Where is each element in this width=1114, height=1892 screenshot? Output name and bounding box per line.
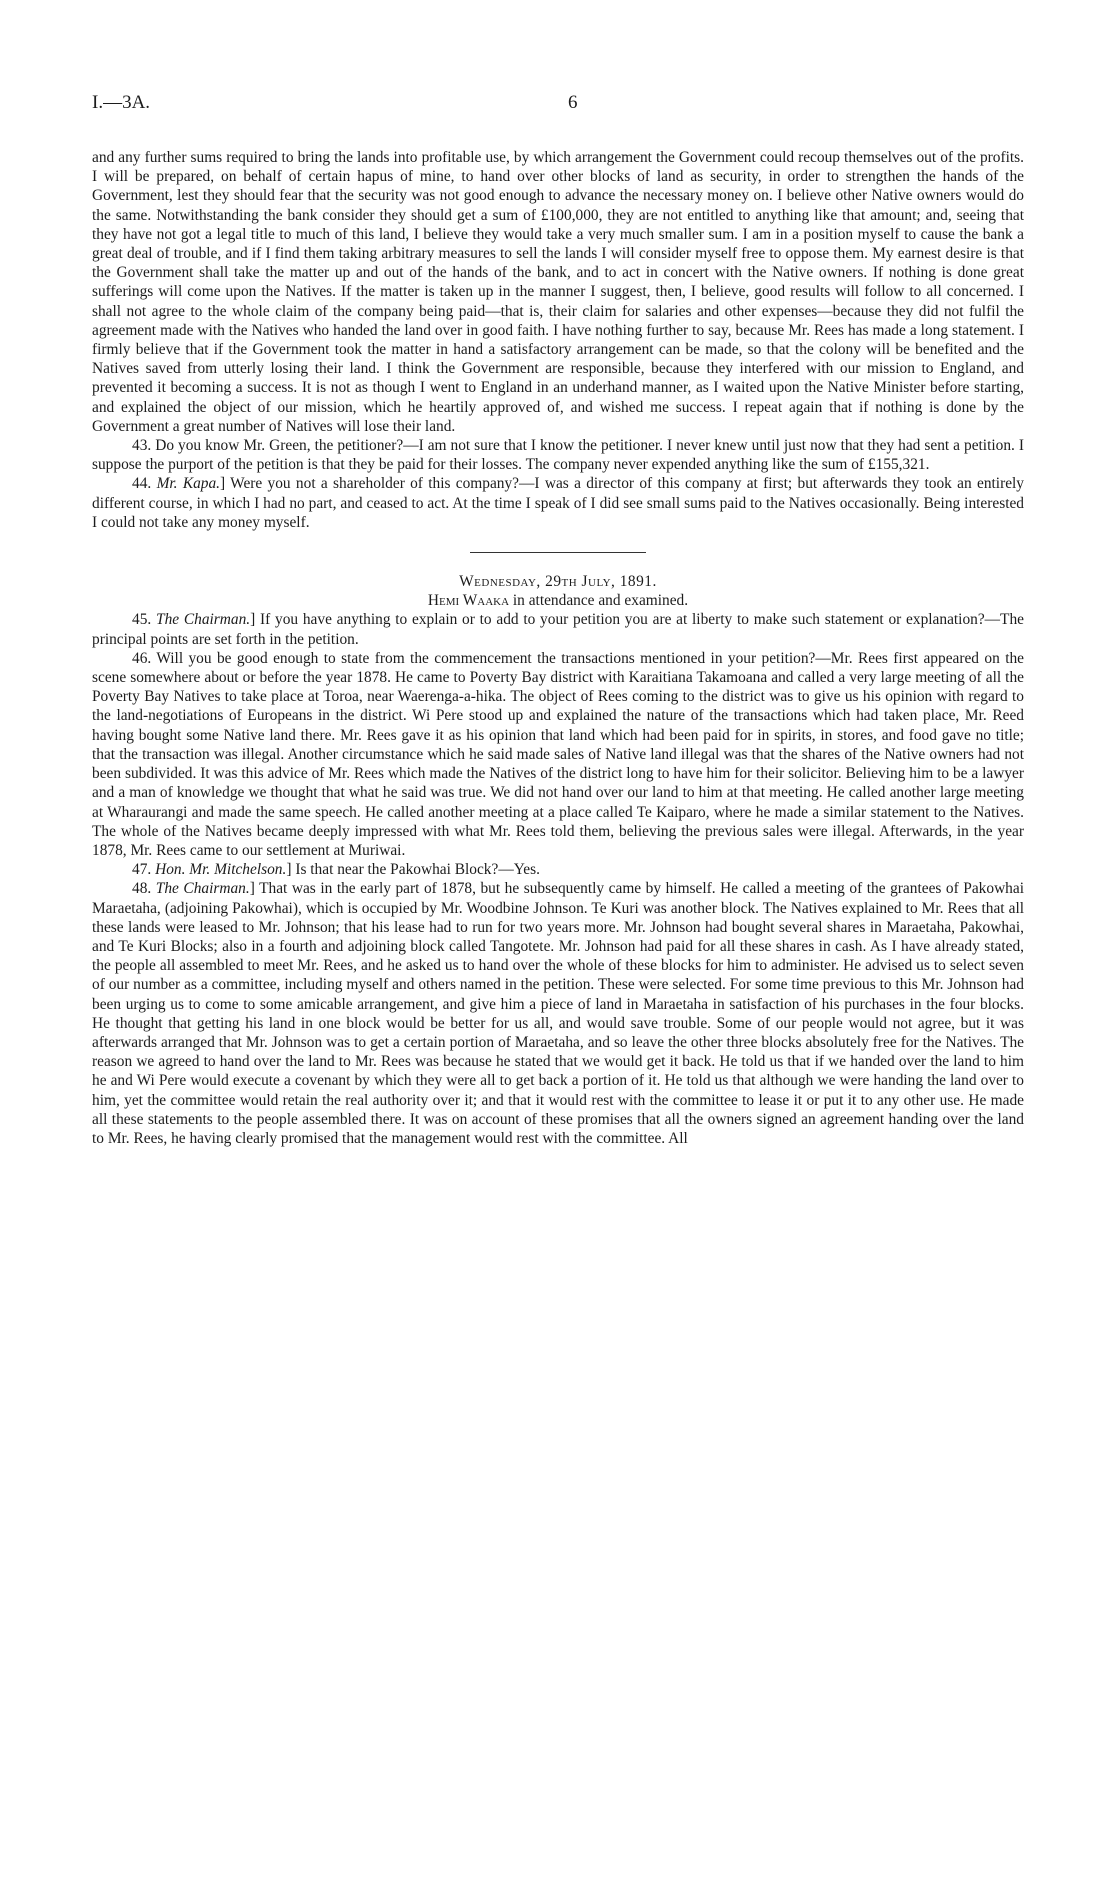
paragraph-44 — [92, 474, 1024, 532]
paragraph-47 — [92, 860, 1024, 879]
paragraph-intro: and any further sums required to bring the lands into profitable use, by which arrangement the Government could recoup themselves out of the profits. I will be prepared, on behalf of certain hapus of mine, to hand over other blocks of land as security, in order to strengthen the hands of the Government, lest they should fear that the security was not good enough to advance the necessary money on. I believe other Native owners would do the same. Notwithstanding the bank consider they should get a sum of £100,000, they are not entitled to anything like that amount; and, seeing that they have not got a legal title to much of this land, I believe they would take a very much smaller sum. I am in a position myself to cause the bank a great deal of trouble, and if I find them taking arbitrary measures to sell the lands I will consider myself free to oppose them. My earnest desire is that the Government shall take the matter up and out of the hands of the bank, and to act in concert with the Native owners. If nothing is done great sufferings will come upon the Natives. If the matter is taken up in the manner I suggest, then, I believe, good results will follow to all concerned. I shall not agree to the whole claim of the company being paid—that is, their claim for salaries and other expenses—because they did not fulfil the agreement made with the Natives who handed the land over in good faith. I have nothing further to say, because Mr. Rees has made a long statement. I firmly believe that if the Government took the matter in hand a satisfactory arrangement can be made, so that the colony will be benefited and the Natives saved from utterly losing their land. I think the Government are responsible, because they interfered with our mission to England, and prevented it becoming a success. It is not as though I went to England in an underhand manner, as I waited upon the Native Minister before starting, and explained the object of our mission, which he heartily approved of, and wished me success. I repeat again that if nothing is done by the Government a great number of Natives will lose their land. — [92, 149, 1024, 435]
page-number: 6 — [568, 92, 578, 113]
paragraph-text: ] Were you not a shareholder of this company?—I was a director of this company at first; but afterwards they took an entirely different course, in which I had no part, and ceased to act. At the time I speak of I did see small sums paid to the Natives occasionally. Being interested I could not take any money myself. — [92, 475, 1024, 531]
document-reference: I.—3A. — [92, 92, 151, 113]
question-number: 44. — [132, 475, 152, 493]
sitting-date: Wednesday, 29th July, 1891. — [459, 573, 657, 591]
paragraph-text: ] If you have anything to explain or to add to your petition you are at liberty to make such statement or explanation?—The principal points are set forth in the petition. — [92, 611, 1024, 648]
paragraph-48 — [92, 879, 1024, 1148]
page-header — [92, 92, 1022, 122]
speaker-name: The Chairman. — [155, 880, 250, 898]
witness-line — [92, 591, 1024, 610]
document-body — [92, 148, 1024, 1148]
paragraph-text: ] That was in the early part of 1878, but he subsequently came by himself. He called a meeting of the grantees of Pakowhai Maraetaha, (adjoining Pakowhai), which is occupied by Mr. Woodbine Johnson. Te Kuri was another block. The Natives explained to Mr. Rees that all these lands were leased to Mr. Johnson; that his lease had to run for two years more. Mr. Johnson had bought several shares in Maraetaha, Pakowhai, and Te Kuri Blocks; also in a fourth and adjoining block called Tangotete. Mr. Johnson had paid for all these shares in cash. As I have already stated, the people all assembled to meet Mr. Rees, and he asked us to hand over the whole of these blocks for him to administer. He advised us to select seven of our number as a committee, including myself and others named in the petition. These were selected. For some time previous to this Mr. Johnson had been urging us to come to some amicable arrangement, and give him a piece of land in Maraetaha in satisfaction of his purchases in the four blocks. He thought that getting his land in one block would be better for us all, and would save trouble. Some of our people would not agree, but it was afterwards arranged that Mr. Johnson was to get a certain portion of Maraetaha, and so leave the other three blocks absolutely free for the Natives. The reason we agreed to hand over the land to Mr. Rees was because he stated that we would get it back. He told us that if we handed over the land to him he and Wi Pere would execute a covenant by which they were all to get back a portion of it. He told us that although we were handing the land over to him, yet the committee would retain the real authority over it; and that it would rest with the committee to lease it or put it to any other use. He made all these statements to the people assembled there. It was on account of these promises that all the owners signed an agreement handing over the land to Mr. Rees, he having clearly promised that the management would rest with the committee. All — [92, 880, 1024, 1147]
paragraph-45 — [92, 610, 1024, 648]
paragraph-46: 46. Will you be good enough to state from the commencement the transactions mentioned in your petition?—Mr. Rees first appeared on the scene somewhere about or before the year 1878. He came to Poverty Bay district with Karaitiana Takamoana and called a very large meeting of all the Poverty Bay Natives to take place at Toroa, near Waerenga-a-hika. The object of Rees coming to the district was to give us his opinion with regard to the land-negotiations of Europeans in the district. Wi Pere stood up and explained the nature of the transactions which had taken place, Mr. Reed having bought some Native land there. Mr. Rees gave it as his opinion that land which had been paid for in spirits, in stores, and food gave no title; that the transaction was illegal. Another circumstance which he said made sales of Native land illegal was that the shares of the Native owners had not been subdivided. It was this advice of Mr. Rees which made the Natives of the district long to have him for their solicitor. Believing him to be a lawyer and a man of knowledge we thought that what he said was true. We did not hand over our land to him at that meeting. He called another large meeting at Wharaurangi and made the same speech. He called another meeting at a place called Te Kaiparo, where he made a similar statement to the Natives. The whole of the Natives became deeply impressed with what Mr. Rees told them, believing the previous sales were illegal. Afterwards, in the year 1878, Mr. Rees came to our settlement at Muriwai. — [92, 649, 1024, 859]
witness-name: Hemi Waaka — [427, 592, 510, 610]
question-number: 48. — [132, 880, 152, 898]
witness-status: in attendance and examined. — [509, 592, 689, 610]
speaker-name: Hon. Mr. Mitchelson. — [155, 861, 287, 879]
paragraph-43: 43. Do you know Mr. Green, the petitioner?—I am not sure that I know the petitioner. I never knew until just now that they had sent a petition. I suppose the purport of the petition is that they be paid for their losses. The company never expended anything like the sum of £155,321. — [92, 437, 1024, 474]
section-divider — [470, 552, 646, 553]
paragraph-text: ] Is that near the Pakowhai Block?—Yes. — [286, 861, 540, 879]
question-number: 47. — [132, 861, 152, 879]
speaker-name: The Chairman. — [156, 611, 251, 629]
speaker-name: Mr. Kapa. — [156, 475, 221, 493]
question-number: 45. — [132, 611, 152, 629]
